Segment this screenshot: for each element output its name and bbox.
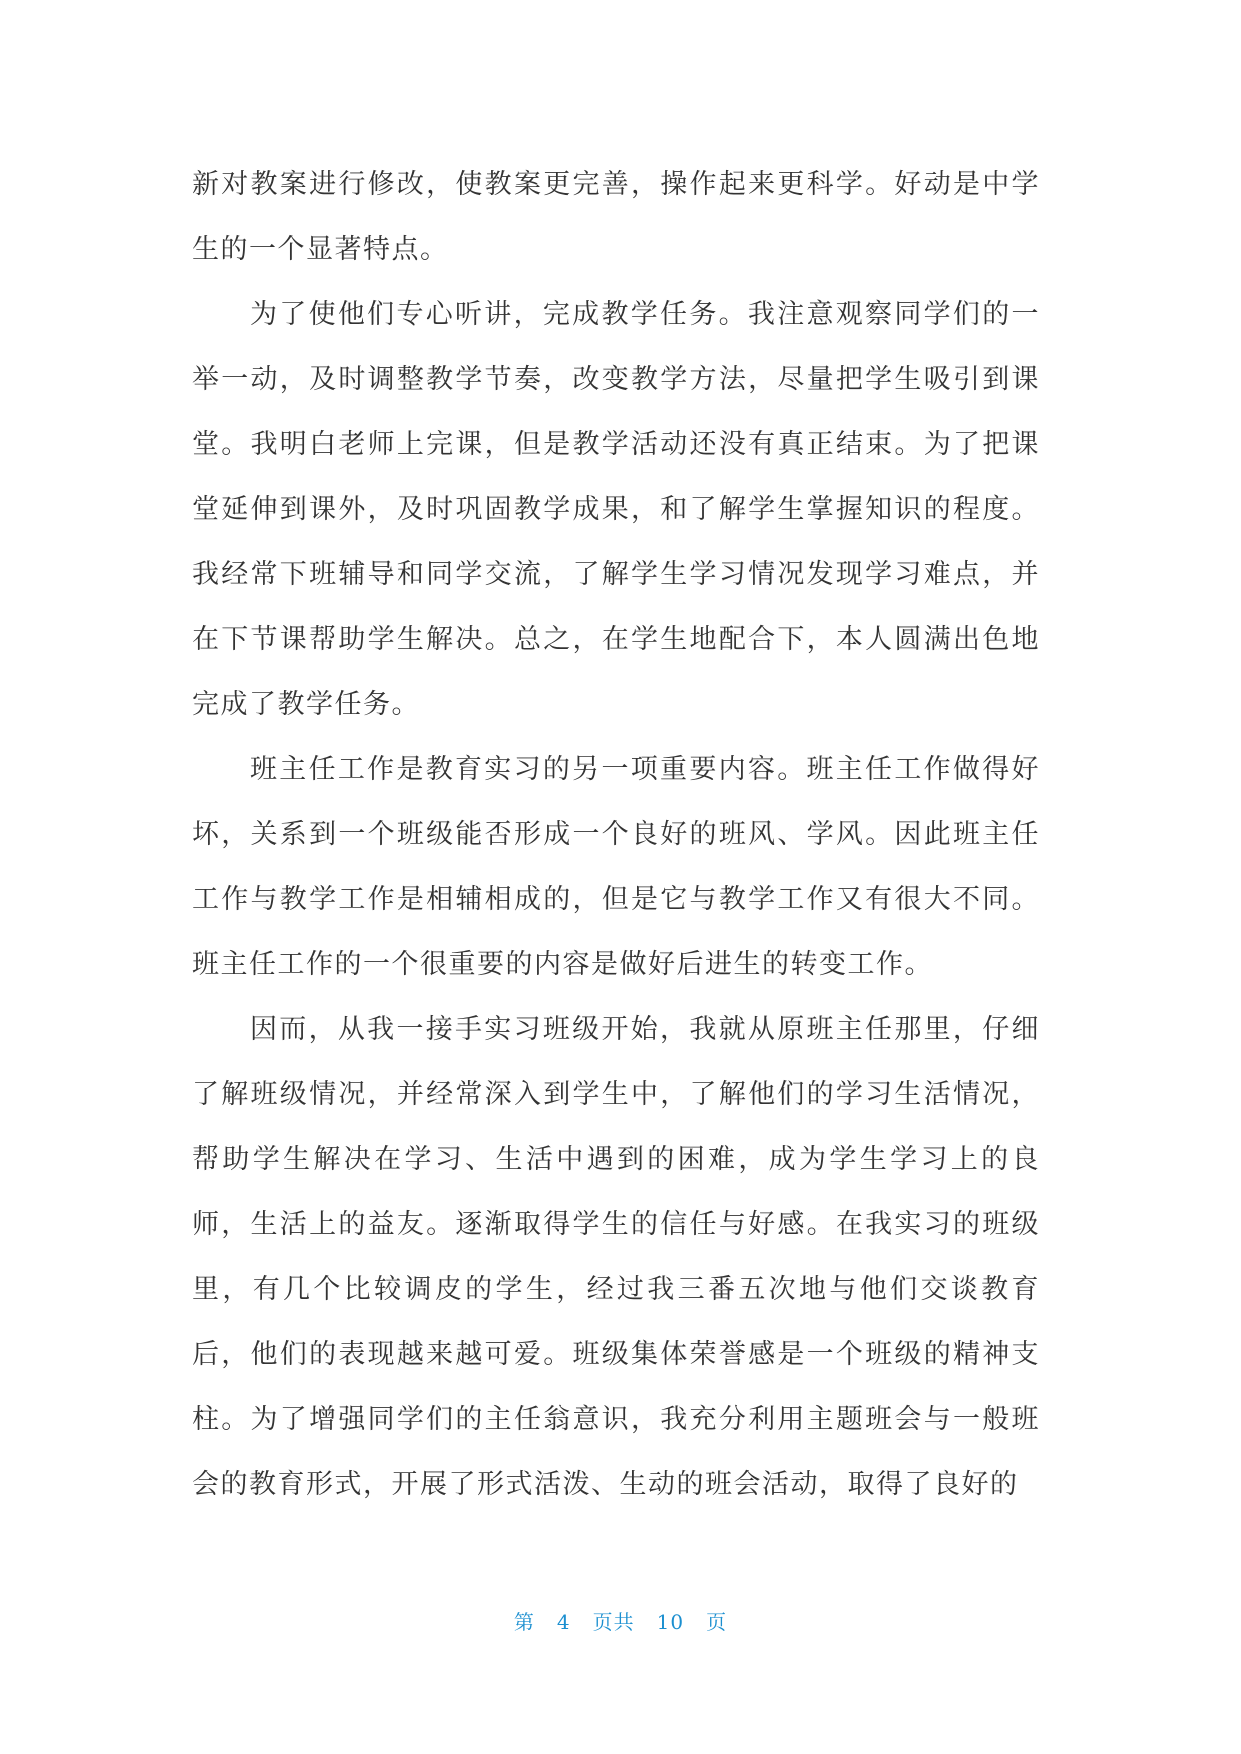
- paragraph-3: 班主任工作是教育实习的另一项重要内容。班主任工作做得好坏，关系到一个班级能否形成一个良好的班风、学风。因此班主任工作与教学工作是相辅相成的，但是它与教学工作又有很大不同。班主任工作的一个很重要的内容是做好后进生的转变工作。: [192, 754, 1040, 980]
- footer-total-pages: 10: [656, 1610, 685, 1634]
- footer-suffix: 页: [706, 1610, 728, 1634]
- page-footer: [0, 1606, 1241, 1635]
- footer-middle: 页共: [592, 1610, 635, 1634]
- footer-current-page: 4: [556, 1610, 571, 1634]
- paragraph-4: 因而，从我一接手实习班级开始，我就从原班主任那里，仔细了解班级情况，并经常深入到学生中，了解他们的学习生活情况，帮助学生解决在学习、生活中遇到的困难，成为学生学习上的良师，生活上的益友。逐渐取得学生的信任与好感。在我实习的班级里，有几个比较调皮的学生，经过我三番五次地与他们交谈教育后，他们的表现越来越可爱。班级集体荣誉感是一个班级的精神支柱。为了增强同学们的主任翁意识，我充分利用主题班会与一般班会的教育形式，开展了形式活泼、生动的班会活动，取得了良好的: [192, 1014, 1040, 1500]
- paragraph-1: 新对教案进行修改，使教案更完善，操作起来更科学。好动是中学生的一个显著特点。: [192, 169, 1040, 265]
- footer-prefix: 第: [513, 1610, 535, 1634]
- document-body: [192, 152, 1040, 1517]
- paragraph-2: 为了使他们专心听讲，完成教学任务。我注意观察同学们的一举一动，及时调整教学节奏，改变教学方法，尽量把学生吸引到课堂。我明白老师上完课，但是教学活动还没有真正结束。为了把课堂延伸到课外，及时巩固教学成果，和了解学生掌握知识的程度。我经常下班辅导和同学交流，了解学生学习情况发现学习难点，并在下节课帮助学生解决。总之，在学生地配合下，本人圆满出色地完成了教学任务。: [192, 299, 1040, 720]
